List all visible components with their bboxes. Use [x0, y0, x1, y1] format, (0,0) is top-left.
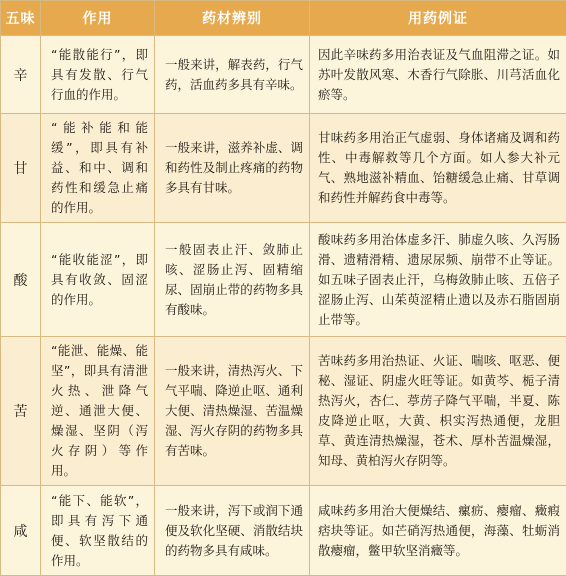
- taste-cell: 咸: [1, 486, 41, 576]
- table-row: [1, 223, 566, 337]
- table-row: [1, 114, 566, 223]
- examples-cell: 因此辛味药多用治表证及气血阻滞之证。如苏叶发散风寒、木香行气除胀、川芎活血化瘀等。: [310, 36, 566, 114]
- action-cell: “能收能涩”，即具有收敛、固涩的作用。: [41, 223, 155, 337]
- examples-cell: 酸味药多用治体虚多汗、肺虚久咳、久泻肠滑、遗精滑精、遗尿尿频、崩带不止等证。如五味子固表止汗，乌梅敛肺止咳、五倍子涩肠止泻、山茱萸涩精止遗以及赤石脂固崩止带等。: [310, 223, 566, 337]
- table-row: [1, 486, 566, 576]
- identify-cell: 一般来讲，清热泻火、下气平喘、降逆止呕、通利大便、清热燥湿、苦温燥湿、泻火存阴的药物多具有苦味。: [155, 337, 310, 486]
- header-taste: 五味: [1, 1, 41, 36]
- header-row: [1, 1, 566, 36]
- table-row: [1, 36, 566, 114]
- taste-cell: 酸: [1, 223, 41, 337]
- examples-cell: 甘味药多用治正气虚弱、身体诸痛及调和药性、中毒解救等几个方面。如人参大补元气、熟地滋补精血、饴糖缓急止痛、甘草调和药性并解药食中毒等。: [310, 114, 566, 223]
- examples-cell: 苦味药多用治热证、火证、喘咳、呕恶、便秘、湿证、阴虚火旺等证。如黄芩、栀子清热泻火，杏仁、葶苈子降气平喘，半夏、陈皮降逆止呕，大黄、枳实泻热通便，龙胆草、黄连清热燥湿，苍术、厚朴苦温燥湿，知母、黄柏泻火存阴等。: [310, 337, 566, 486]
- action-cell: “能下、能软”，即具有泻下通便、软坚散结的作用。: [41, 486, 155, 576]
- table-header: [1, 1, 566, 36]
- table-row: [1, 337, 566, 486]
- taste-cell: 辛: [1, 36, 41, 114]
- action-cell: “能泄、能燥、能坚”，即具有清泄火热、泄降气逆、通泄大便、燥湿、坚阴（泻火存阴）等作用。: [41, 337, 155, 486]
- action-cell: “能散能行”，即具有发散、行气行血的作用。: [41, 36, 155, 114]
- identify-cell: 一般来讲，滋养补虚、调和药性及制止疼痛的药物多具有甘味。: [155, 114, 310, 223]
- taste-cell: 甘: [1, 114, 41, 223]
- header-identify: 药材辨别: [155, 1, 310, 36]
- identify-cell: 一般来讲，泻下或润下通便及软化坚硬、消散结块的药物多具有咸味。: [155, 486, 310, 576]
- action-cell: “能补能和能缓”，即具有补益、和中、调和药性和缓急止痛的作用。: [41, 114, 155, 223]
- identify-cell: 一般来讲，解表药，行气药，活血药多具有辛味。: [155, 36, 310, 114]
- header-examples: 用药例证: [310, 1, 566, 36]
- examples-cell: 咸味药多用治大便燥结、瘰疬、瘿瘤、癥瘕痞块等证。如芒硝泻热通便，海藻、牡蛎消散瘿瘤，鳖甲软坚消癥等。: [310, 486, 566, 576]
- table-body: [1, 36, 566, 576]
- header-action: 作用: [41, 1, 155, 36]
- identify-cell: 一般固表止汗、敛肺止咳、涩肠止泻、固精缩尿、固崩止带的药物多具有酸味。: [155, 223, 310, 337]
- taste-cell: 苦: [1, 337, 41, 486]
